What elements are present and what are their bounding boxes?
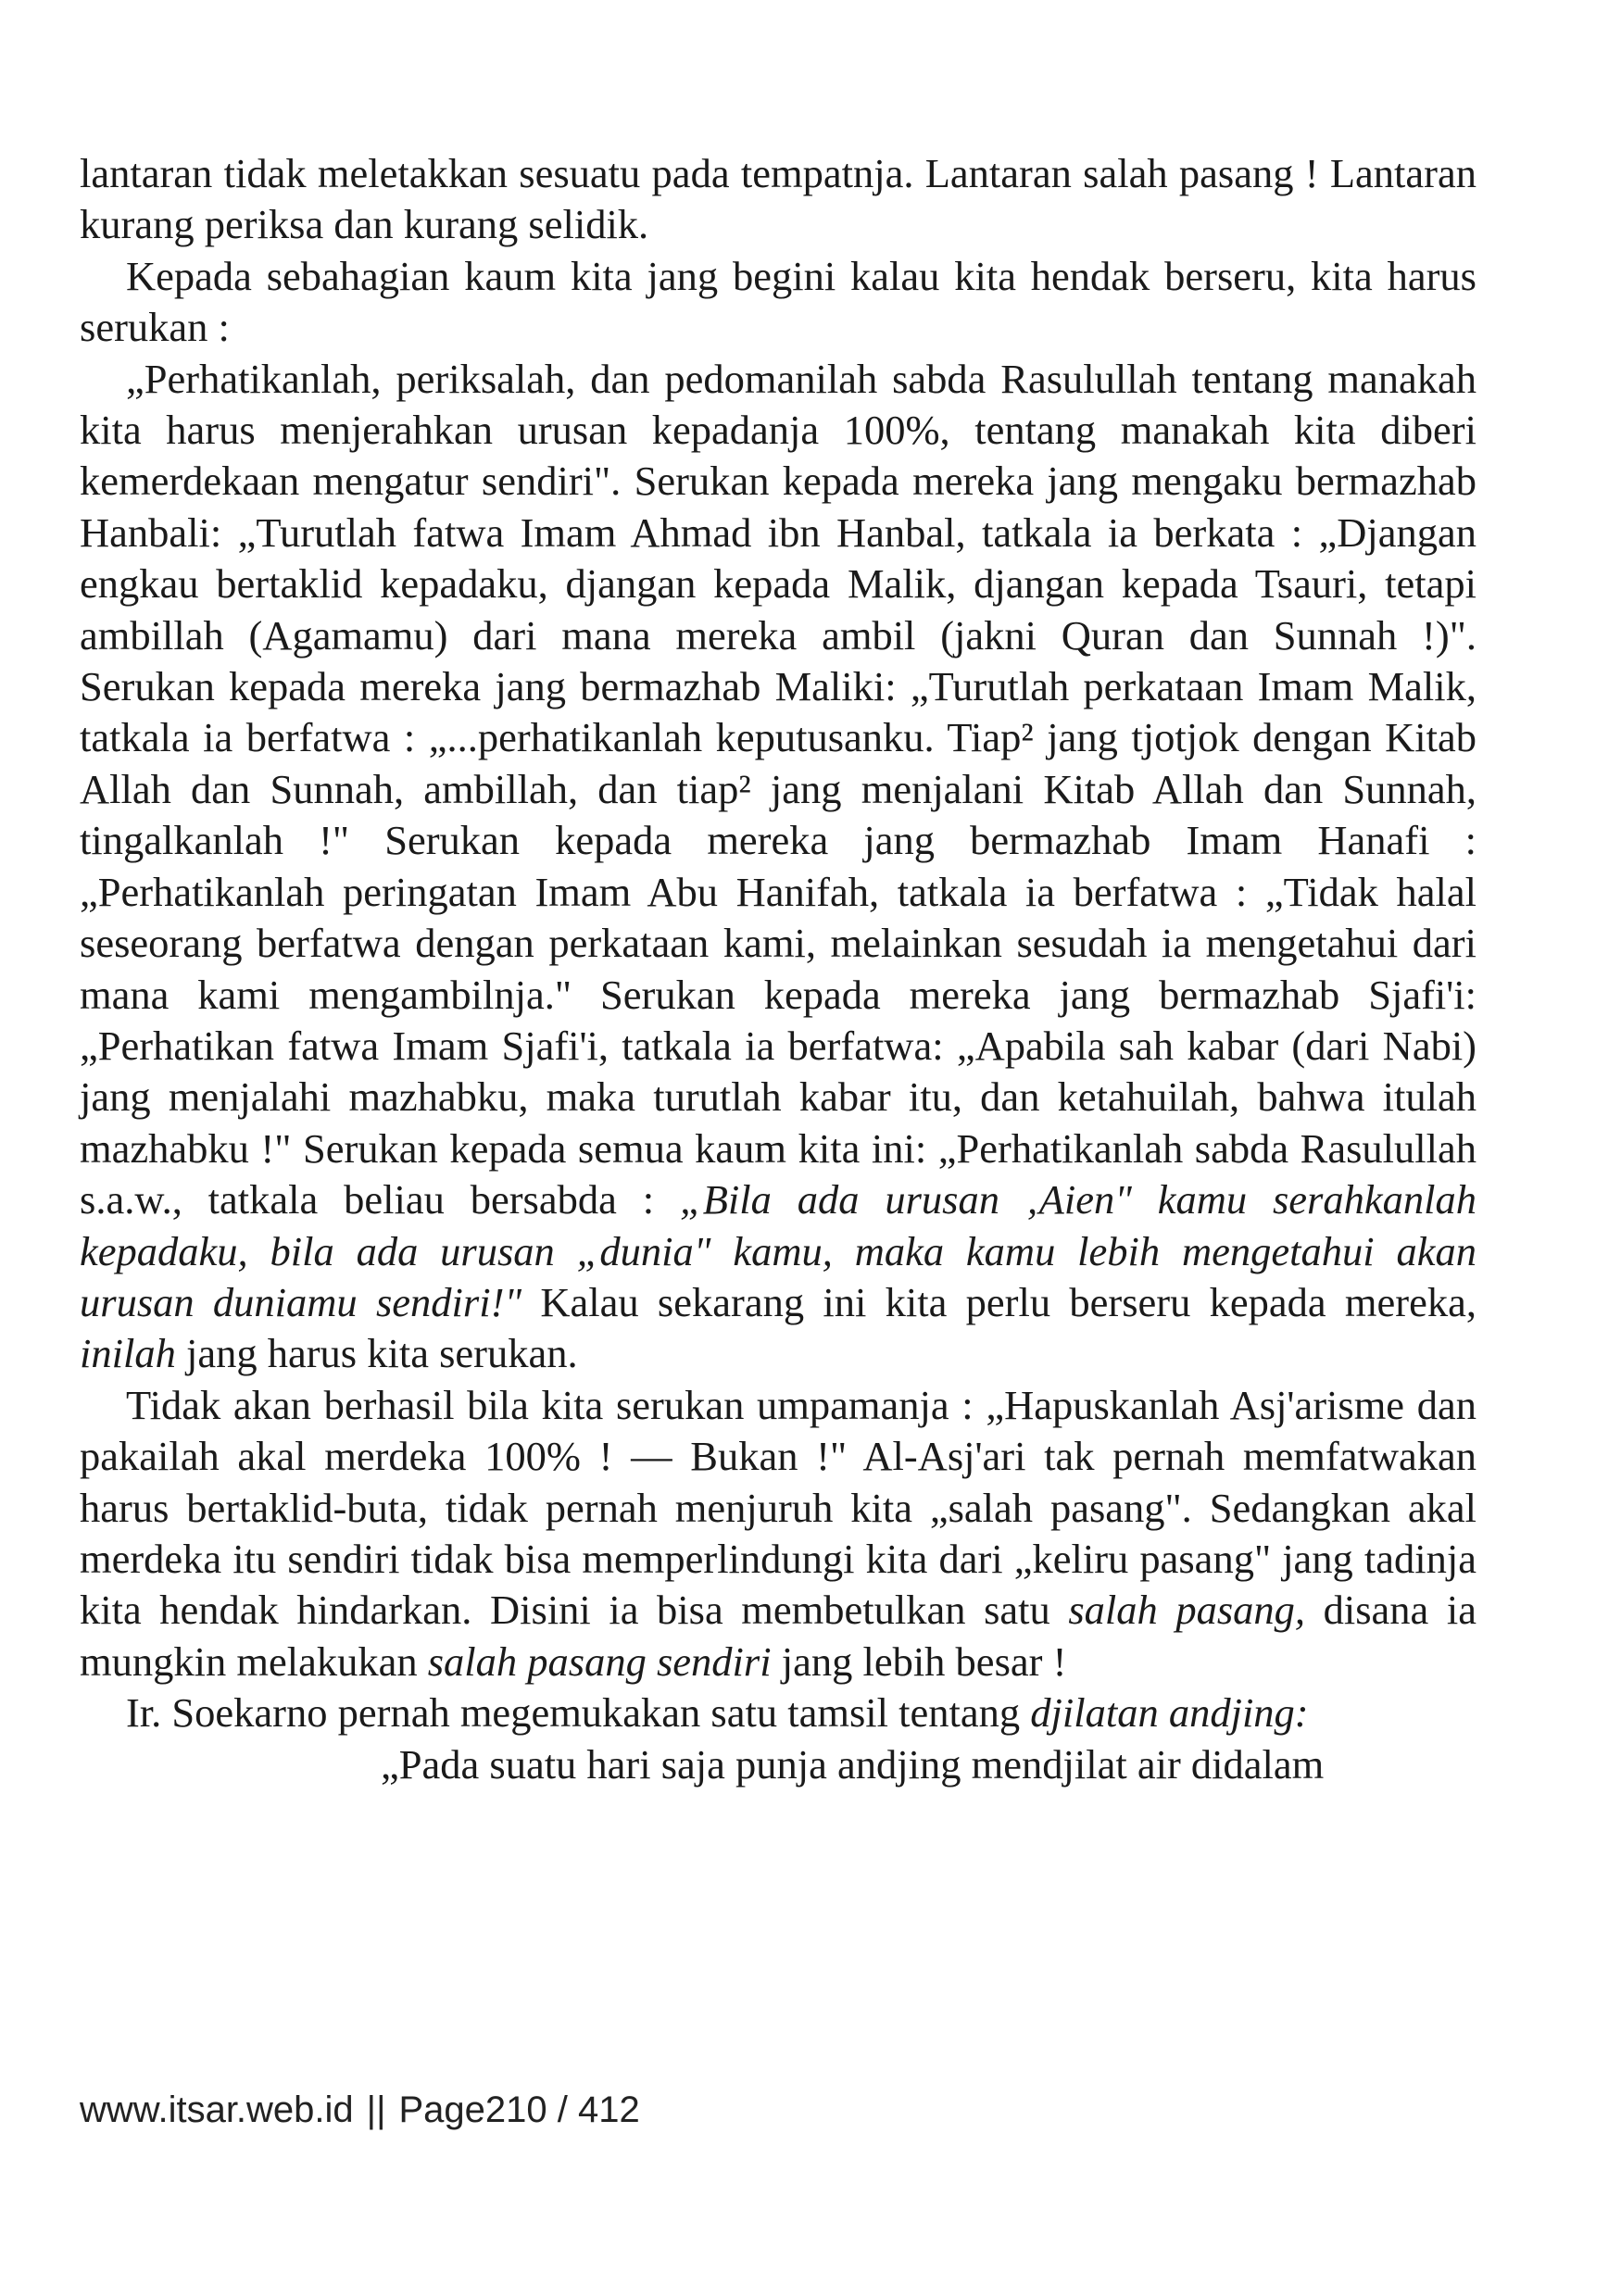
paragraph-1	[80, 148, 1476, 251]
quote-opening-text: „Pada suatu hari saja punja andjing mendjilat air didalam	[381, 1740, 1325, 1788]
paragraph-5-text: Ir. Soekarno pernah megemukakan satu tamsil tentang	[126, 1689, 1031, 1737]
paragraph-3-italic: „Bila ada urusan ‚Aien" kamu serahkanlah kepadaku, bila ada urusan „dunia" kamu, maka kamu lebih mengetahui akan urusan duniamu sendiri!"	[80, 1176, 1476, 1325]
paragraph-4-italic-2: salah pasang sendiri	[427, 1637, 772, 1685]
paragraph-2-text: Kepada sebahagian kaum kita jang begini kalau kita hendak berseru, kita harus serukan :	[80, 252, 1476, 351]
paragraph-1-text: lantaran tidak meletakkan sesuatu pada tempatnja. Lantaran salah pasang ! Lantaran kurang periksa dan kurang selidik.	[80, 150, 1476, 248]
paragraph-4-text: Tidak akan berhasil bila kita serukan umpamanja : „Hapuskanlah Asj'arisme dan pakailah akal merdeka 100% ! — Bukan !" Al-Asj'ari tak pernah memfatwakan harus bertaklid-buta, tidak pernah menjuruh kita „salah pasang". Sedangkan akal merdeka itu sendiri tidak bisa memperlindungi kita dari „keliru pasang" jang tadinja kita hendak hindarkan. Disini ia bisa membetulkan satu	[80, 1381, 1476, 1634]
paragraph-3-italic-2: inilah	[80, 1330, 176, 1377]
paragraph-5-italic: djilatan andjing:	[1030, 1689, 1309, 1737]
paragraph-4	[80, 1380, 1476, 1687]
paragraph-4-italic: salah pasang,	[1068, 1587, 1306, 1634]
paragraph-2	[80, 251, 1476, 354]
page-footer	[80, 2089, 653, 2131]
paragraph-3-text: „Perhatikanlah, periksalah, dan pedomanilah sabda Rasulullah tentang manakah kita harus menjerahkan urusan kepadanja 100%, tentang manakah kita diberi kemerdekaan mengatur sendiri". Serukan kepada mereka jang mengaku bermazhab Hanbali: „Turutlah fatwa Imam Ahmad ibn Hanbal, tatkala ia berkata : „Djangan engkau bertaklid kepadaku, djangan kepada Malik, djangan kepada Tsauri, tetapi ambillah (Agamamu) dari mana mereka ambil (jakni Quran dan Sunnah !)". Serukan kepada mereka jang bermazhab Maliki: „Turutlah perkataan Imam Malik, tatkala ia berfatwa : „...perhatikanlah keputusanku. Tiap² jang tjotjok dengan Kitab Allah dan Sunnah, ambillah, dan tiap² jang menjalani Kitab Allah dan Sunnah, tingalkanlah !" Serukan kepada mereka jang bermazhab Imam Hanafi : „Perhatikanlah peringatan Imam Abu Hanifah, tatkala ia berfatwa : „Tidak halal seseorang berfatwa dengan perkataan kami, melainkan sesudah ia mengetahui dari mana kami mengambilnja." Serukan kepada mereka jang bermazhab Sjafi'i: „Perhatikan fatwa Imam Sjafi'i, tatkala ia berfatwa: „Apabila sah kabar (dari Nabi) jang menjalahi mazhabku, maka turutlah kabar itu, dan ketahuilah, bahwa itulah mazhabku !" Serukan kepada semua kaum kita ini: „Perhatikanlah sabda Rasulullah s.a.w., tatkala beliau bersabda :	[80, 355, 1476, 1223]
footer-page-number: Page210 / 412	[398, 2089, 640, 2130]
paragraph-4-after-2: jang lebih besar !	[771, 1637, 1067, 1685]
paragraph-5	[80, 1687, 1476, 1738]
paragraph-3-after-2: jang harus kita serukan.	[175, 1330, 578, 1377]
page-body	[80, 148, 1476, 1790]
paragraph-3-after: Kalau sekarang ini kita perlu berseru kepada mereka,	[521, 1278, 1476, 1325]
footer-site-link[interactable]: www.itsar.web.id	[80, 2089, 354, 2130]
paragraph-4-after: disana ia mungkin melakukan	[80, 1587, 1476, 1685]
quote-opening	[80, 1739, 1476, 1790]
paragraph-3	[80, 354, 1476, 1380]
footer-separator: ||	[366, 2089, 386, 2130]
